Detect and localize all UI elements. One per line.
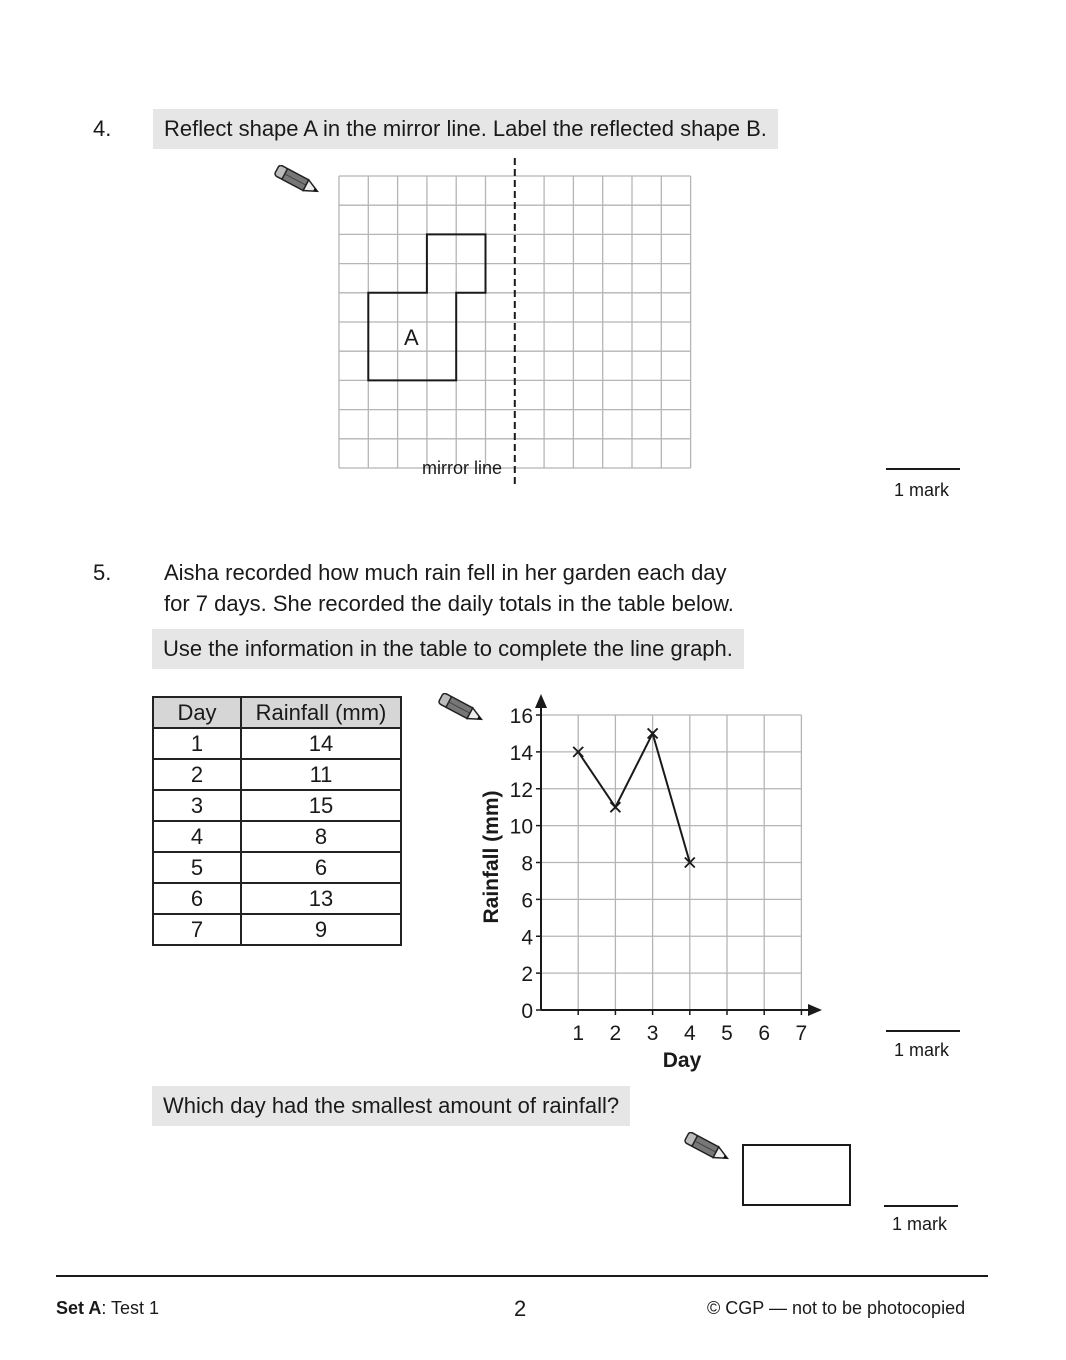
- svg-text:4: 4: [521, 926, 533, 950]
- table-row: [153, 883, 401, 914]
- mark-line: [886, 1030, 960, 1032]
- day-cell: 4: [153, 821, 241, 852]
- reflection-grid[interactable]: [330, 150, 700, 490]
- day-cell: 6: [153, 883, 241, 914]
- mirror-line-label: mirror line: [422, 458, 503, 478]
- header-day: Day: [153, 697, 241, 728]
- mark-label: 1 mark: [892, 1214, 948, 1234]
- svg-text:5: 5: [721, 1022, 733, 1045]
- rainfall-cell: 15: [241, 790, 401, 821]
- mark-label: 1 mark: [894, 1040, 950, 1060]
- footer-copyright: © CGP — not to be photocopied: [707, 1298, 966, 1318]
- day-cell: 1: [153, 728, 241, 759]
- y-tick-labels: [510, 705, 541, 1023]
- rainfall-cell: 8: [241, 821, 401, 852]
- svg-text:2: 2: [609, 1022, 622, 1045]
- svg-text:14: 14: [509, 741, 533, 765]
- shape-a-label: A: [404, 325, 419, 350]
- table-row: [153, 759, 401, 790]
- svg-text:8: 8: [521, 852, 533, 876]
- chart-grid-lines: [541, 715, 801, 1010]
- day-cell: 7: [153, 914, 241, 945]
- svg-text:2: 2: [521, 963, 533, 987]
- rainfall-line-graph[interactable]: [470, 690, 830, 1080]
- mark-label: 1 mark: [894, 480, 950, 500]
- svg-text:16: 16: [509, 705, 533, 728]
- rainfall-series-markers: [573, 728, 695, 867]
- rainfall-series-line: [578, 733, 690, 862]
- rainfall-cell: 14: [241, 728, 401, 759]
- rainfall-cell: 9: [241, 914, 401, 945]
- rainfall-table: [152, 696, 402, 946]
- question-5-number: 5.: [93, 560, 112, 585]
- table-row: [153, 790, 401, 821]
- page-number: 2: [514, 1296, 527, 1321]
- footer-set-label: [56, 1298, 159, 1319]
- answer-box[interactable]: [742, 1144, 851, 1206]
- question-5-intro-line2: for 7 days. She recorded the daily totals in the table below.: [164, 591, 734, 616]
- mark-line: [886, 468, 960, 470]
- rainfall-cell: 11: [241, 759, 401, 790]
- svg-text:10: 10: [509, 815, 533, 839]
- x-tick-labels: [572, 1010, 807, 1045]
- question-5-intro-line1: Aisha recorded how much rain fell in her garden each day: [164, 560, 727, 585]
- svg-text:6: 6: [758, 1022, 771, 1045]
- footer-set-rest: : Test 1: [101, 1298, 160, 1318]
- svg-text:7: 7: [795, 1022, 808, 1045]
- day-cell: 2: [153, 759, 241, 790]
- svg-text:1: 1: [572, 1022, 585, 1045]
- footer-set-bold: Set A: [56, 1298, 102, 1318]
- table-row: [153, 728, 401, 759]
- question-5b-text: Which day had the smallest amount of rainfall?: [152, 1086, 630, 1126]
- rainfall-cell: 13: [241, 883, 401, 914]
- question-5-instruction: Use the information in the table to complete the line graph.: [152, 629, 744, 669]
- pencil-icon: [270, 165, 326, 197]
- header-rainfall: Rainfall (mm): [241, 697, 401, 728]
- svg-text:4: 4: [683, 1022, 696, 1045]
- rainfall-cell: 6: [241, 852, 401, 883]
- footer-rule: [56, 1275, 988, 1277]
- question-4-number: 4.: [93, 116, 112, 141]
- question-4-instruction: Reflect shape A in the mirror line. Label the reflected shape B.: [153, 109, 778, 149]
- y-axis-arrow-icon: [535, 694, 547, 708]
- table-header-row: [153, 697, 401, 728]
- table-row: [153, 821, 401, 852]
- svg-text:12: 12: [509, 778, 533, 802]
- svg-text:3: 3: [646, 1022, 659, 1045]
- pencil-icon: [680, 1132, 736, 1164]
- x-axis-label: Day: [662, 1049, 702, 1072]
- day-cell: 5: [153, 852, 241, 883]
- svg-text:0: 0: [521, 1000, 533, 1023]
- x-axis-arrow-icon: [808, 1004, 822, 1016]
- day-cell: 3: [153, 790, 241, 821]
- table-row: [153, 914, 401, 945]
- y-axis-label: Rainfall (mm): [480, 790, 503, 924]
- svg-text:6: 6: [521, 889, 533, 913]
- table-row: [153, 852, 401, 883]
- mark-line: [884, 1205, 958, 1207]
